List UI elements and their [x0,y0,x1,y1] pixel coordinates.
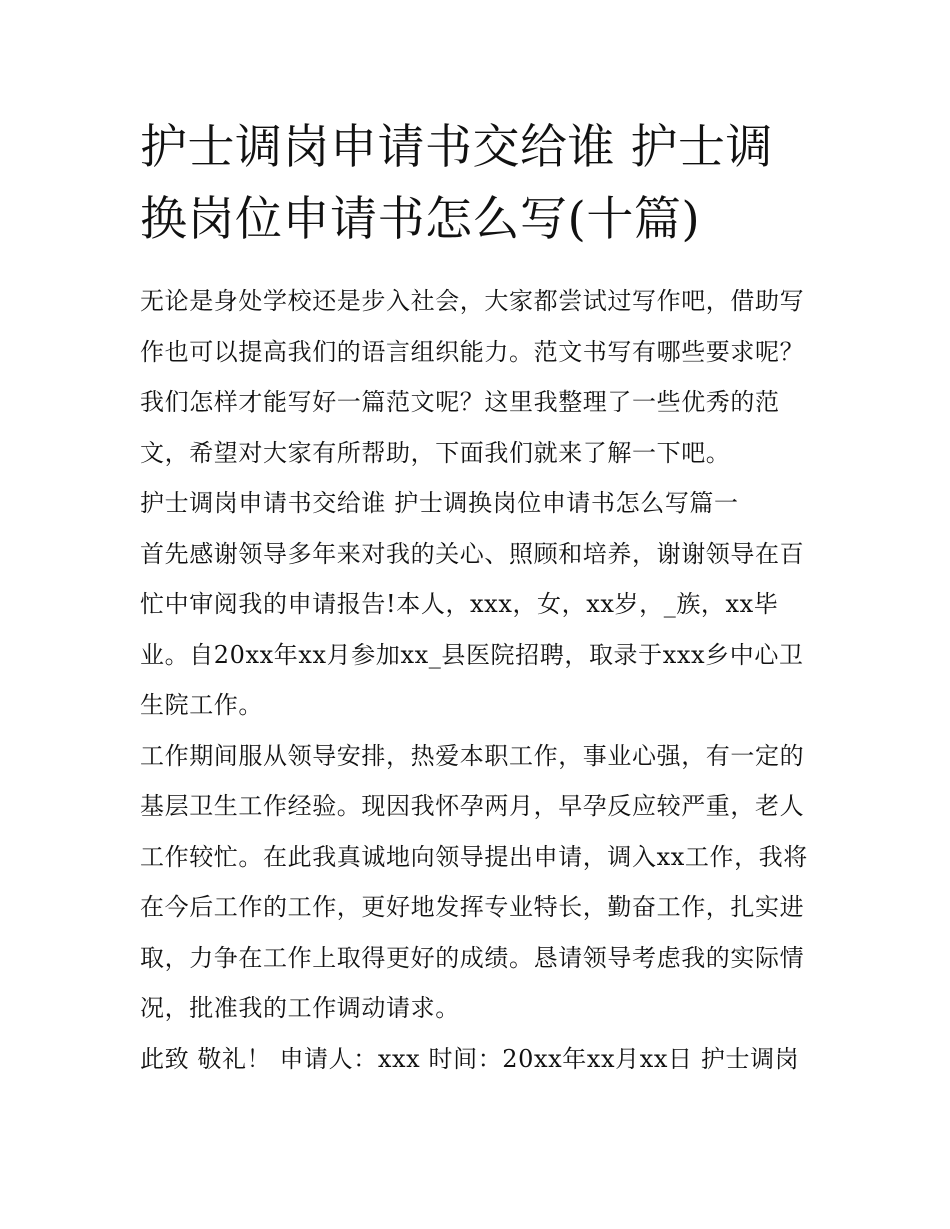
body-paragraph: 工作期间服从领导安排，热爱本职工作，事业心强，有一定的基层卫生工作经验。现因我怀孕两月，早孕反应较严重，老人工作较忙。在此我真诚地向领导提出申请，调入xx工作，我将在今后工作的工作，更好地发挥专业特长，勤奋工作，扎实进取，力争在工作上取得更好的成绩。恳请领导考虑我的实际情况，批准我的工作调动请求。 [140,741,808,1022]
intro-paragraph: 无论是身处学校还是步入社会，大家都尝试过写作吧，借助写作也可以提高我们的语言组织能力。范文书写有哪些要求呢？我们怎样才能写好一篇范文呢？这里我整理了一些优秀的范文，希望对大家有所帮助，下面我们就来了解一下吧。 [140,287,805,467]
section-heading: 护士调岗申请书交给谁 护士调换岗位申请书怎么写篇一 [140,489,739,517]
body-paragraph: 首先感谢领导多年来对我的关心、照顾和培养，谢谢领导在百忙中审阅我的申请报告!本人，xxx，女，xx岁，_族，xx毕业。自20xx年xx月参加xx_县医院招聘，取录于xxx乡中心卫生院工作。 [140,539,805,719]
document-title: 护士调岗申请书交给谁 护士调换岗位申请书怎么写(十篇) [140,120,773,247]
closing-paragraph: 此致 敬礼！ 申请人：xxx 时间：20xx年xx月xx日 护士调岗 [140,1044,800,1073]
document-body [140,276,820,1084]
